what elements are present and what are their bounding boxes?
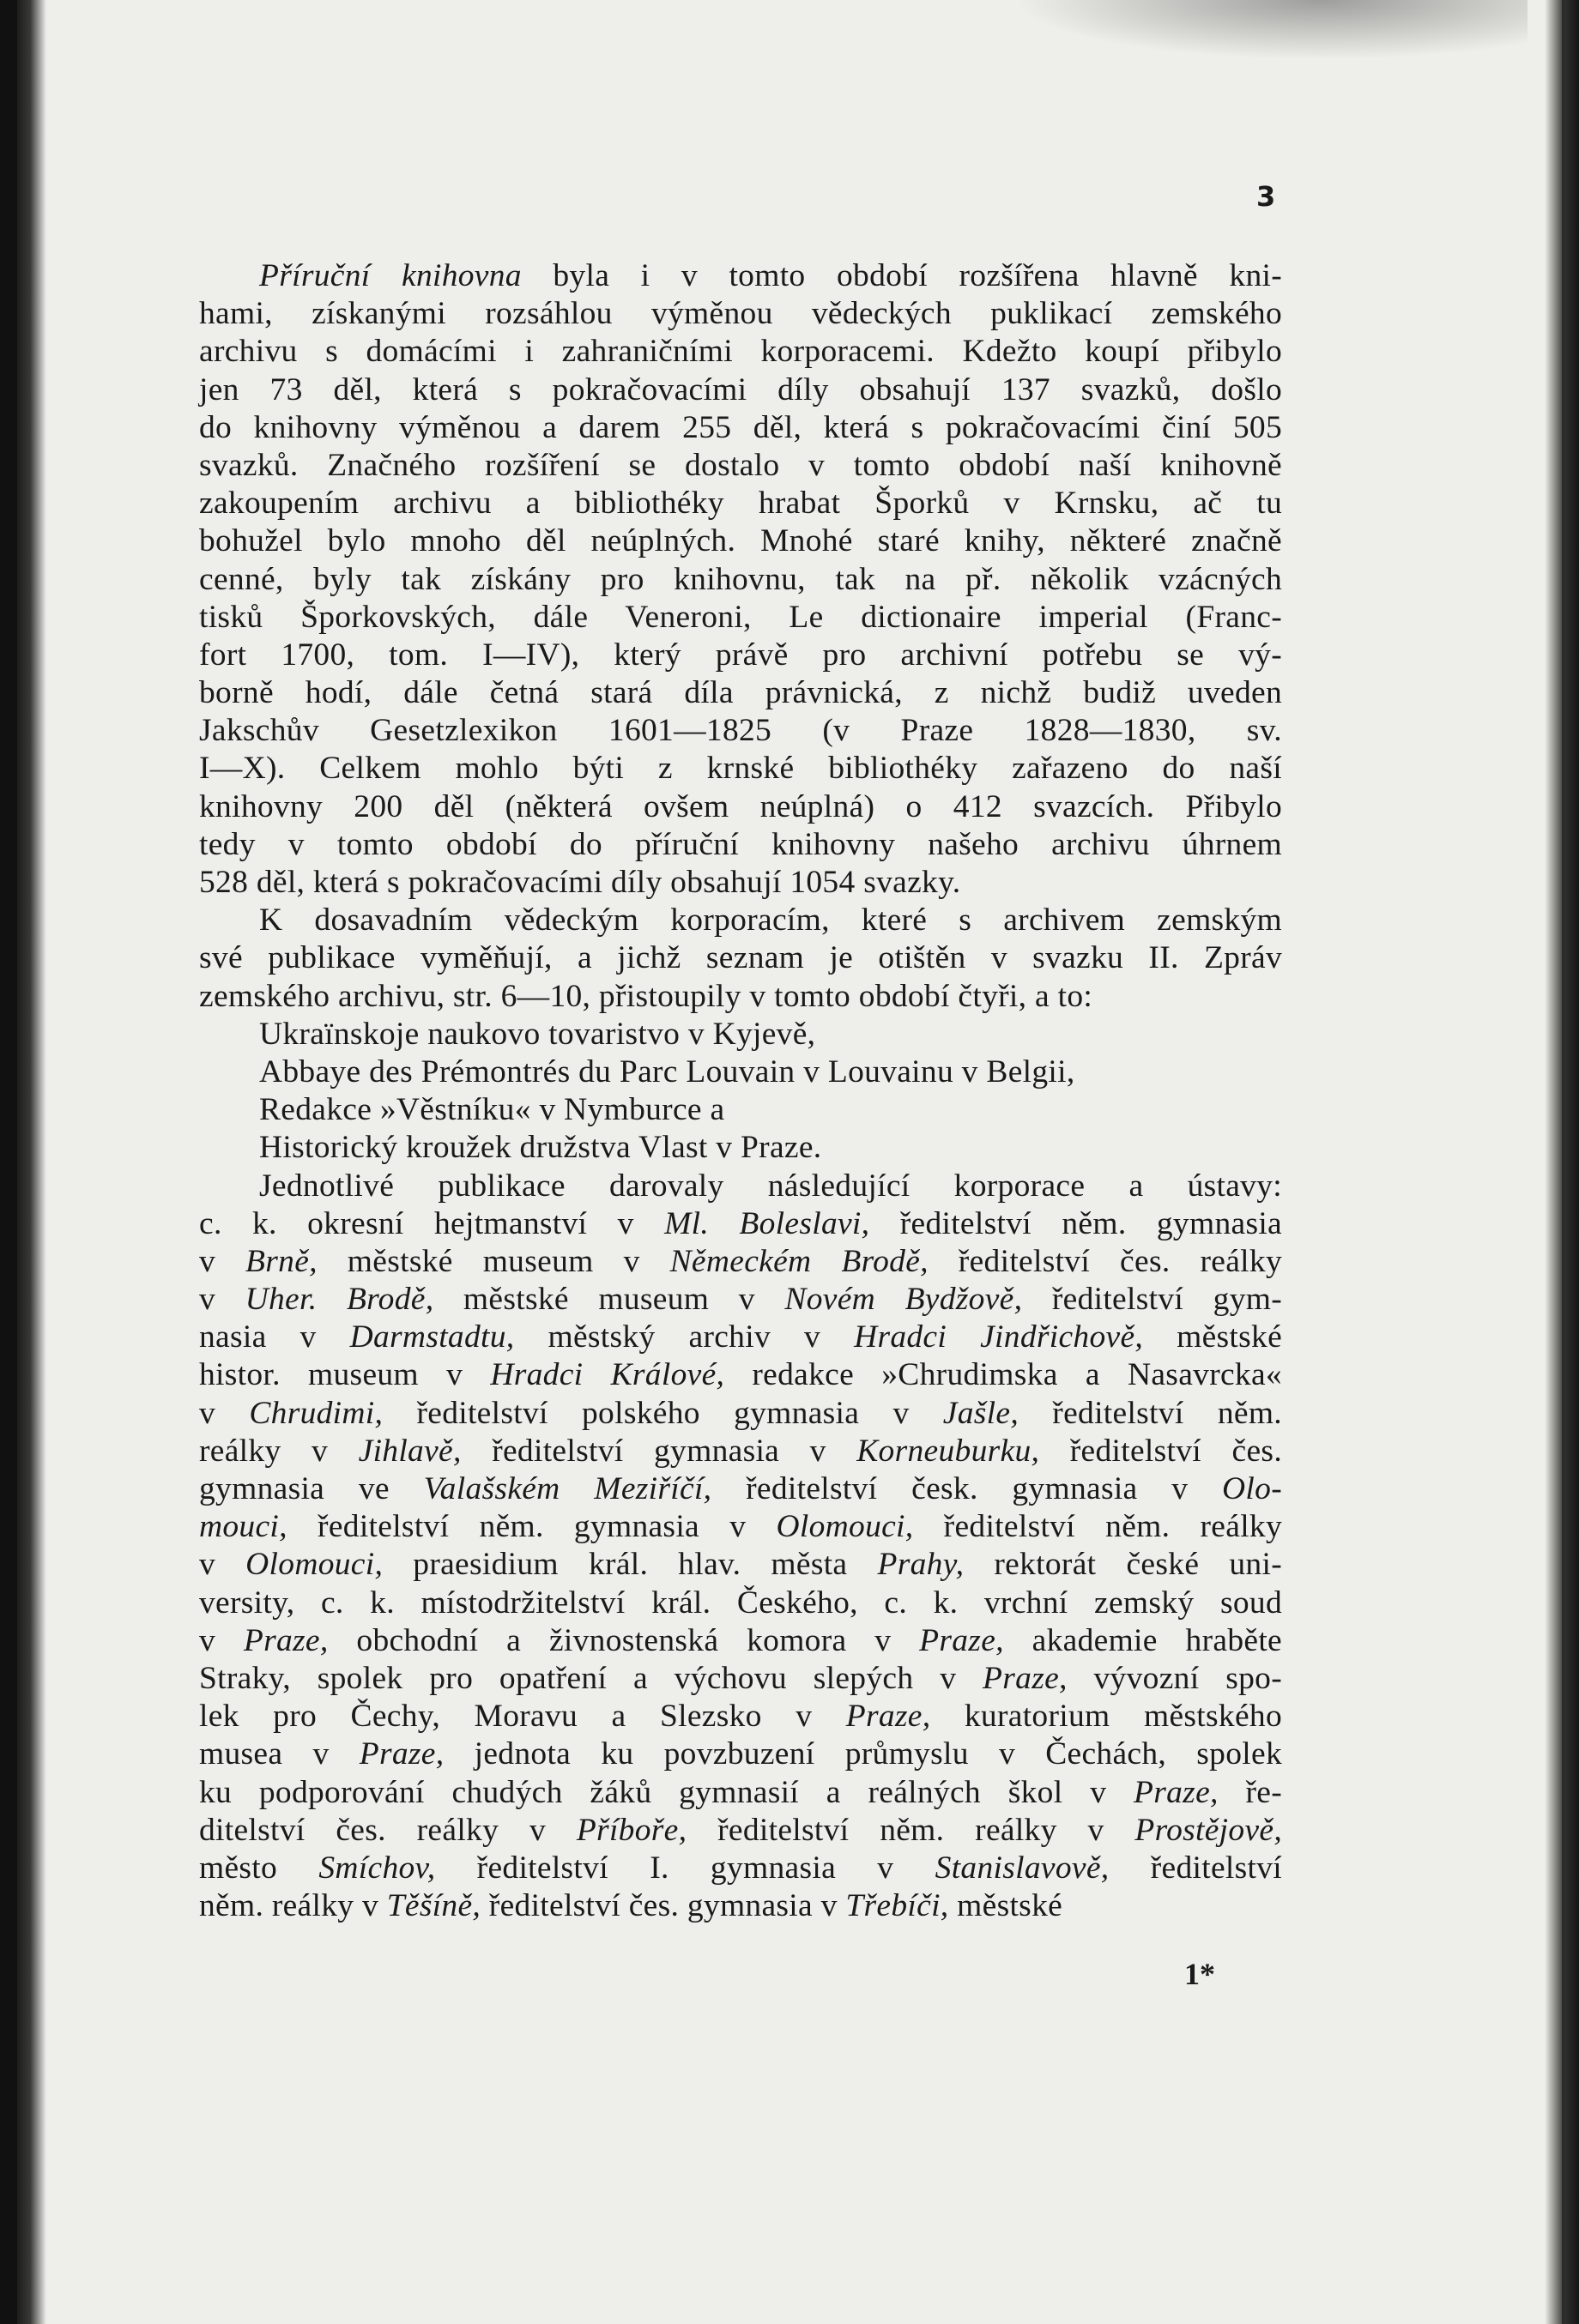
text-line <box>199 1698 1282 1735</box>
text-run: knihovny 200 děl (některá ovšem neúplná) o 412 svazcích. Přibylo <box>199 788 1282 824</box>
text-run: tedy v tomto období do příruční knihovny našeho archivu úhrnem <box>199 826 1282 862</box>
text-run: do knihovny výměnou a darem 255 děl, která s pokračovacími činí 505 <box>199 409 1282 445</box>
text-line <box>199 1660 1282 1698</box>
text-line <box>199 674 1282 712</box>
text-run: ředitelství <box>1109 1850 1282 1886</box>
text-run: Historický kroužek družstva Vlast v Praze. <box>259 1130 822 1166</box>
italic-place-name: mouci, <box>199 1509 287 1545</box>
text-run: ředitelství něm. gymnasia v <box>287 1509 777 1545</box>
text-run: městský archiv v <box>514 1319 855 1355</box>
text-line <box>199 1243 1282 1281</box>
text-run: Straky, spolek pro opatření a výchovu slepých v <box>199 1660 983 1696</box>
text-run: ředitelství čes. <box>1039 1433 1282 1469</box>
text-run: město <box>199 1850 319 1886</box>
italic-place-name: Korneuburku, <box>856 1433 1040 1469</box>
text-line <box>199 1508 1282 1546</box>
text-line <box>199 1319 1282 1356</box>
italic-place-name: Olomouci, <box>776 1509 914 1545</box>
text-run: ředitelství I. gymnasia v <box>435 1850 935 1886</box>
text-run: ředitelství něm. reálky <box>913 1509 1283 1545</box>
italic-place-name: Praze, <box>359 1736 445 1772</box>
text-run: ředitelství něm. gymnasia <box>869 1205 1282 1241</box>
text-line <box>199 561 1282 599</box>
italic-place-name: Olo- <box>1222 1471 1282 1506</box>
scan-edge-left <box>17 0 46 2324</box>
text-run: něm. reálky v <box>199 1888 387 1924</box>
text-line <box>199 1281 1282 1319</box>
text-line <box>199 257 1282 295</box>
text-line <box>199 1470 1282 1508</box>
text-run: ředitelství česk. gymnasia v <box>711 1471 1223 1506</box>
text-run: ředitelství čes. gymnasia v <box>481 1888 846 1924</box>
italic-place-name: Stanislavově, <box>935 1850 1110 1886</box>
text-line <box>199 902 1282 939</box>
text-run: bohužel bylo mnoho děl neúplných. Mnohé staré knihy, některé značně <box>199 523 1282 559</box>
text-line <box>199 939 1282 977</box>
text-run: ku podporování chudých žáků gymnasií a reálných škol v <box>199 1774 1134 1810</box>
text-line <box>199 1053 1282 1091</box>
text-line <box>199 409 1282 447</box>
text-run: svazků. Značného rozšíření se dostalo v tomto období naší knihovně <box>199 447 1282 483</box>
text-run: ředitelství gym- <box>1022 1282 1283 1318</box>
text-run: kuratorium městského <box>930 1699 1282 1735</box>
text-line <box>199 712 1282 750</box>
text-run: ředitelství něm. <box>1019 1395 1282 1431</box>
text-run: archivu s domácími i zahraničními korporacemi. Kdežto koupí přibylo <box>199 334 1282 370</box>
italic-place-name: Třebíči, <box>845 1888 949 1924</box>
text-run: K dosavadním vědeckým korporacím, které s archivem zemským <box>259 902 1282 939</box>
list-new-corporations <box>199 1016 1282 1168</box>
text-line <box>199 637 1282 674</box>
text-line <box>199 978 1282 1016</box>
text-line <box>199 750 1282 788</box>
text-run: I—X). Celkem mohlo býti z krnské bibliothéky zařazeno do naší <box>199 751 1282 787</box>
text-run: v <box>199 1622 244 1658</box>
text-run: 528 děl, která s pokračovacími díly obsahují 1054 svazky. <box>199 865 961 900</box>
text-line <box>199 864 1282 902</box>
text-line <box>199 485 1282 522</box>
text-run: jen 73 děl, která s pokračovacími díly obsahují 137 svazků, došlo <box>199 371 1282 407</box>
page-number: 3 <box>1256 180 1276 213</box>
text-line <box>199 371 1282 409</box>
text-line <box>199 788 1282 826</box>
text-line <box>199 1887 1282 1925</box>
text-run: gymnasia ve <box>199 1471 424 1506</box>
italic-place-name: Těšíně, <box>386 1888 481 1924</box>
italic-place-name: Praze, <box>243 1622 329 1658</box>
text-line <box>199 1812 1282 1850</box>
text-run: redakce »Chrudimska a Nasavrcka« <box>724 1357 1282 1393</box>
text-run: lek pro Čechy, Moravu a Slezsko v <box>199 1699 846 1735</box>
italic-place-name: Hradci Jindřichově, <box>854 1319 1144 1355</box>
text-run: své publikace vyměňují, a jichž seznam je otištěn v svazku II. Zpráv <box>199 940 1282 976</box>
text-run: histor. museum v <box>199 1357 491 1393</box>
text-line <box>199 1395 1282 1433</box>
text-run: ředitelství polského gymnasia v <box>383 1395 943 1431</box>
text-run: městské museum v <box>317 1243 670 1279</box>
body-text <box>199 257 1282 1925</box>
text-run: jednota ku povzbuzení průmyslu v Čechách, spolek <box>444 1736 1282 1772</box>
text-line <box>199 1850 1282 1887</box>
text-run: Ukraïnskoje naukovo tovaristvo v Kyjevě, <box>259 1016 816 1052</box>
text-line <box>199 1774 1282 1812</box>
text-run: ředitelství gymnasia v <box>461 1433 857 1469</box>
italic-place-name: Uher. Brodě, <box>245 1282 434 1318</box>
text-line <box>199 295 1282 333</box>
text-run: v <box>199 1547 246 1583</box>
text-run: reálky v <box>199 1433 359 1469</box>
italic-place-name: Prahy, <box>877 1547 965 1583</box>
italic-place-name: Valašském Meziříčí, <box>423 1471 712 1506</box>
text-line <box>199 1585 1282 1622</box>
text-line <box>199 826 1282 864</box>
text-run: nasia v <box>199 1319 350 1355</box>
text-run: městské museum v <box>433 1282 785 1318</box>
text-run: Jakschův Gesetzlexikon 1601—1825 (v Praze 1828—1830, sv. <box>199 713 1282 749</box>
italic-place-name: Darmstadtu, <box>349 1319 515 1355</box>
text-line <box>199 447 1282 485</box>
text-line <box>199 1129 1282 1167</box>
text-line <box>199 522 1282 560</box>
text-run: byla i v tomto období rozšířena hlavně kni- <box>521 258 1282 293</box>
italic-place-name: Příruční knihovna <box>259 258 522 293</box>
text-line <box>199 1622 1282 1660</box>
signature-mark: 1* <box>1184 1957 1215 1991</box>
text-run: cenné, byly tak získány pro knihovnu, tak na př. několik vzácných <box>199 561 1282 597</box>
italic-place-name: Praze, <box>983 1660 1068 1696</box>
text-run: ředitelství čes. reálky <box>928 1243 1282 1279</box>
text-run: v <box>199 1282 245 1318</box>
italic-place-name: Příboře, <box>576 1812 687 1848</box>
text-run: zakoupením archivu a bibliothéky hrabat Šporků v Krnsku, ač tu <box>199 486 1282 522</box>
text-line <box>199 1168 1282 1205</box>
text-line <box>199 1433 1282 1470</box>
text-run: ředitelství něm. reálky v <box>687 1812 1135 1848</box>
italic-place-name: Jihlavě, <box>358 1433 462 1469</box>
italic-place-name: Jašle, <box>942 1395 1019 1431</box>
scan-smudge <box>1013 0 1528 60</box>
text-run: c. k. okresní hejtmanství v <box>199 1205 665 1241</box>
text-run: Jednotlivé publikace darovaly následující korporace a ústavy: <box>259 1168 1282 1204</box>
italic-place-name: Prostějově, <box>1134 1812 1283 1848</box>
text-run: rektorát české uni- <box>964 1547 1282 1583</box>
text-line <box>199 1016 1282 1053</box>
text-run: v <box>199 1243 246 1279</box>
italic-place-name: Ml. Boleslavi, <box>664 1205 870 1241</box>
text-run: Abbaye des Prémontrés du Parc Louvain v Louvainu v Belgii, <box>259 1053 1075 1090</box>
italic-place-name: Chrudimi, <box>249 1395 384 1431</box>
text-run: Redakce »Věstníku« v Nymburce a <box>259 1092 725 1128</box>
text-run: městské <box>1143 1319 1283 1355</box>
italic-place-name: Smíchov, <box>318 1850 436 1886</box>
text-run: hami, získanými rozsáhlou výměnou vědeckých puklikací zemského <box>199 296 1282 332</box>
text-run: akademie hraběte <box>1003 1622 1282 1658</box>
italic-place-name: Novém Bydžově, <box>784 1282 1023 1318</box>
italic-place-name: Praze, <box>845 1699 931 1735</box>
text-line <box>199 599 1282 637</box>
text-line <box>199 1546 1282 1584</box>
text-run: praesidium král. hlav. města <box>383 1547 878 1583</box>
italic-place-name: Německém Brodě, <box>669 1243 929 1279</box>
text-line <box>199 1356 1282 1394</box>
italic-place-name: Hradci Králové, <box>490 1357 725 1393</box>
text-line <box>199 1735 1282 1773</box>
text-run: městské <box>948 1888 1063 1924</box>
paragraph-reference-library <box>199 257 1282 902</box>
text-run: tisků Šporkovských, dále Veneroni, Le dictionaire imperial (Franc- <box>199 599 1282 635</box>
scan-edge-right <box>1545 0 1579 2324</box>
text-run: musea v <box>199 1736 360 1772</box>
text-run: versity, c. k. místodržitelství král. Českého, c. k. vrchní zemský soud <box>199 1585 1282 1621</box>
italic-place-name: Brně, <box>245 1243 318 1279</box>
text-run: v <box>199 1395 250 1431</box>
text-line <box>199 333 1282 371</box>
text-line <box>199 1091 1282 1129</box>
paragraph-donors <box>199 1168 1282 1926</box>
text-run: fort 1700, tom. I—IV), který právě pro archivní potřebu se vý- <box>199 637 1282 673</box>
text-run: vývozní spo- <box>1067 1660 1283 1696</box>
italic-place-name: Praze, <box>1134 1774 1219 1810</box>
paragraph-exchange-partners <box>199 902 1282 1016</box>
italic-place-name: Praze, <box>919 1622 1004 1658</box>
italic-place-name: Olomouci, <box>245 1547 384 1583</box>
text-run: ře- <box>1218 1774 1282 1810</box>
text-line <box>199 1205 1282 1243</box>
text-run: borně hodí, dále četná stará díla právnická, z nichž budiž uveden <box>199 675 1282 711</box>
text-run: ditelství čes. reálky v <box>199 1812 577 1848</box>
text-run: obchodní a živnostenská komora v <box>328 1622 920 1658</box>
text-run: zemského archivu, str. 6—10, přistoupily v tomto období čtyři, a to: <box>199 978 1093 1014</box>
